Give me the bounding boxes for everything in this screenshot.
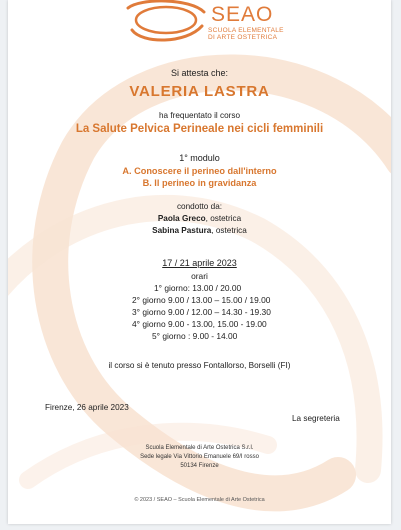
instructor-2 bbox=[8, 226, 391, 235]
footer-city: 50134 Firenze bbox=[180, 463, 219, 469]
led-by-label: condotto da: bbox=[176, 202, 223, 211]
schedule-day-1: 1° giorno: 13.00 / 20.00 bbox=[154, 283, 242, 293]
schedule-day-3: 3° giorno 9.00 / 12.00 – 14.30 - 19.30 bbox=[132, 307, 271, 317]
intro-text: Si attesta che: bbox=[170, 68, 229, 78]
schedule-day-5: 5° giorno : 9.00 - 14.00 bbox=[152, 331, 238, 341]
certificate-page bbox=[8, 0, 391, 524]
logo-subtitle-line1: SCUOLA ELEMENTALE bbox=[208, 27, 284, 34]
footer-copyright: © 2023 / SEAO – Scuola Elementale di Arte Ostetrica bbox=[134, 497, 265, 503]
instructor-2-role: , ostetrica bbox=[211, 226, 247, 235]
module-item-b: B. Il perineo in gravidanza bbox=[142, 178, 257, 188]
module-item-a: A. Conoscere il perineo dall'interno bbox=[122, 166, 277, 176]
instructor-1-role: , ostetrica bbox=[205, 214, 242, 223]
instructor-1-name: Paola Greco bbox=[157, 214, 206, 223]
signature-label: La segreteria bbox=[292, 414, 340, 423]
course-title: La Salute Pelvica Perineale nei cicli femminili bbox=[75, 123, 324, 135]
footer-address: Sede legale Via Vittorio Emanuele 69/I rosso bbox=[140, 454, 259, 460]
instructor-1 bbox=[8, 214, 391, 223]
course-location: il corso si è tenuto presso Fontallorso, Borselli (FI) bbox=[108, 361, 291, 370]
attended-text: ha frequentato il corso bbox=[158, 111, 240, 120]
logo-title: SEAO bbox=[211, 3, 274, 26]
place-date: Firenze, 26 aprile 2023 bbox=[45, 403, 129, 412]
seao-logo-icon bbox=[120, 0, 210, 42]
course-dates: 17 / 21 aprile 2023 bbox=[162, 258, 237, 268]
logo-subtitle-line2: DI ARTE OSTETRICA bbox=[208, 34, 278, 41]
recipient-name: VALERIA LASTRA bbox=[129, 83, 270, 100]
schedule-day-4: 4° giorno 9.00 - 13.00, 15.00 - 19.00 bbox=[132, 319, 267, 329]
instructor-2-name: Sabina Pastura bbox=[152, 226, 212, 235]
footer-company: Scuola Elementale di Arte Ostetrica S.r.l. bbox=[145, 445, 254, 451]
module-label: 1° modulo bbox=[179, 153, 220, 163]
schedule-day-2: 2° giorno 9.00 / 13.00 – 15.00 / 19.00 bbox=[132, 295, 271, 305]
hours-label: orari bbox=[191, 271, 208, 281]
